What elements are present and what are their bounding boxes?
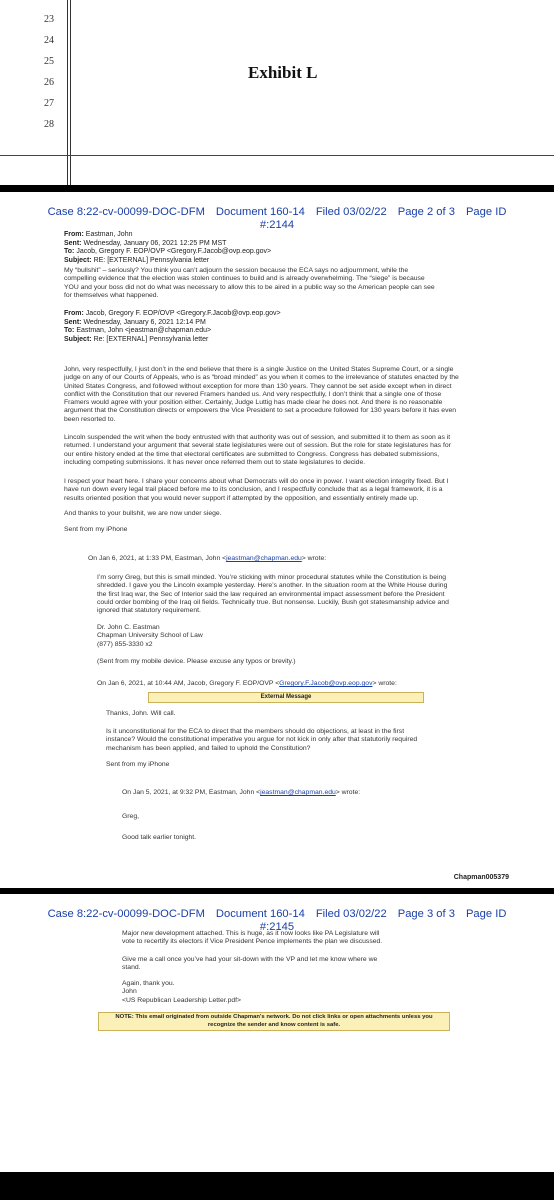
case-number: Case 8:22-cv-00099-DOC-DFM <box>47 206 205 218</box>
signature-block: Dr. John C. Eastman Chapman University School of Law (877) 855-3330 x2 <box>97 624 203 648</box>
email-link[interactable]: jeastman@chapman.edu <box>260 789 336 796</box>
line-number: 26 <box>44 77 54 88</box>
document-number: Document 160-14 <box>215 908 305 920</box>
quote-body: Thanks, John. Will call. <box>106 710 176 717</box>
email-signoff: Sent from my iPhone <box>64 526 128 533</box>
page-id-label: Page ID <box>465 908 507 920</box>
quote-body: Good talk earlier tonight. <box>122 834 197 841</box>
quote-body: Is it unconstitutional for the ECA to direct that the members should do objections, at least in the first instance? Would the constitutional imperative you argue for not kick in only after that statutorily required mechanism has been applied, and failed to uphold the Constitution? <box>106 728 418 752</box>
margin-rule <box>70 0 71 185</box>
page-id-number: #:2144 <box>259 219 295 231</box>
quote-body: I’m sorry Greg, but this is small minded. You’re sticking with minor procedural statutes while the Constitution is being shredded. I gave you the Lincoln example yesterday. Here’s another. In the situation room at the White House during the first Iraq war, the Sec of Interior said the law required an environmental impact assessment before the President could order bombing of the Iraq oil fields. Technically true. But nonsense. Luckily, Bush got statesmanship advice and ignored that statutory requirement. <box>97 574 449 615</box>
filed-date: Filed 03/02/22 <box>315 206 387 218</box>
document-number: Document 160-14 <box>215 206 305 218</box>
page-count: Page 3 of 3 <box>397 908 455 920</box>
email-body: John, very respectfully, I just don’t in the end believe that there is a single Justice on the United States Supreme Court, or a single judge on any of our Courts of Appeals, who is as “broad minded” as you when it comes to the irrelevance of statutes enacted by the United States Congress, and followed without exception for more than 130 years. They cannot be set aside except when in direct conflict with the Constitution that our revered Framers handed us. And very respectfully, I don’t think that a single one of those Framers would agree with your position either. Certainly, Judge Luttig has made clear he does not. And there is no reasonable argument that the Constitution directs or empowers the Vice President to set a procedure followed for 130 years before it has even been resorted to. <box>64 366 459 423</box>
bates-number: Chapman005379 <box>453 874 509 881</box>
page-id-label: Page ID <box>465 206 507 218</box>
line-number: 27 <box>44 98 54 109</box>
email-from: Eastman, John <box>85 231 133 238</box>
quote-intro: On Jan 5, 2021, at 9:32 PM, Eastman, John <jeastman@chapman.edu> wrote: <box>122 789 361 796</box>
email-body: I respect your heart here. I share your concerns about what Democrats will do once in power. I want election integrity fixed. But I have run down every legal trail placed before me to its conclusion, and I respectfully conclude that as a legal framework, it is a results oriented position that you would never support if attempted by the opposition, and essentially entirely made up. <box>64 478 449 502</box>
email-sent: Wednesday, January 6, 2021 12:14 PM <box>83 318 206 326</box>
quote-intro: On Jan 6, 2021, at 10:44 AM, Jacob, Gregory F. EOP/OVP <Gregory.F.Jacob@ovp.eop.gov> wrote: <box>97 680 397 687</box>
email-body: Give me a call once you’ve had your sit-down with the VP and let me know where we stand. <box>122 956 378 972</box>
filed-date: Filed 03/02/22 <box>315 908 387 920</box>
email-sent: Wednesday, January 06, 2021 12:25 PM MST <box>83 239 227 247</box>
external-email-warning: NOTE: This email originated from outside Chapman's network. Do not click links or open attachments unless you recognize the sender and know content is safe. <box>98 1012 450 1031</box>
line-number: 23 <box>44 14 54 25</box>
email-header: From: Eastman, John Sent: Wednesday, January 06, 2021 12:25 PM MST To: Jacob, Gregory F. EOP/OVP <Gregory.F.Jacob@ovp.eop.gov> Subject: RE: [EXTERNAL] Pennsylvania letter <box>64 231 272 264</box>
external-message-banner: External Message <box>148 692 424 703</box>
case-number: Case 8:22-cv-00099-DOC-DFM <box>47 908 205 920</box>
quote-intro: On Jan 6, 2021, at 1:33 PM, Eastman, John <jeastman@chapman.edu> wrote: <box>88 555 327 562</box>
email-to: Jacob, Gregory F. EOP/OVP <Gregory.F.Jacob@ovp.eop.gov> <box>76 248 272 256</box>
email-subject: RE: [EXTERNAL] Pennsylvania letter <box>93 256 210 264</box>
email-body: And thanks to your bullshit, we are now under siege. <box>64 510 222 517</box>
email-body: My “bullshit” – seriously? You think you can’t adjourn the session because the ECA says no adjournment, while the compelling evidence that the election was stolen continues to build and is already overwhelming. The “siege” is because YOU and your boss did not do what was necessary to allow this to be aired in a public way so the American people can see for themselves what happened. <box>64 267 435 299</box>
case-header <box>0 206 554 232</box>
page-id-number: #:2145 <box>259 921 295 933</box>
line-number: 28 <box>44 119 54 130</box>
email-body: Lincoln suspended the writ when the body entrusted with that authority was out of session, and submitted it to them as soon as it returned. I understand your argument that several state legislatures were out of session. But the role for state legislatures has for our entire history ended at the time that electoral certificates are submitted to Congress. Congress has debated submissions, including competing submissions. It has never once referred them out to state legislatures to decide. <box>64 434 451 466</box>
email-from: Jacob, Gregory F. EOP/OVP <Gregory.F.Jacob@ovp.eop.gov> <box>85 310 281 317</box>
page-count: Page 2 of 3 <box>397 206 455 218</box>
email-signoff: Sent from my iPhone <box>106 761 170 768</box>
quote-greeting: Greg, <box>122 813 139 820</box>
page-rule <box>0 155 554 156</box>
email-header: From: Jacob, Gregory F. EOP/OVP <Gregory.F.Jacob@ovp.eop.gov> Sent: Wednesday, January 6, 2021 12:14 PM To: Eastman, John <jeastman@chapman.edu> Subject: Re: [EXTERNAL] Pennsylvania letter <box>64 310 281 343</box>
line-number: 24 <box>44 35 54 46</box>
email-link[interactable]: Gregory.F.Jacob@ovp.eop.gov <box>279 680 373 687</box>
document-page-2 <box>0 192 554 888</box>
line-number: 25 <box>44 56 54 67</box>
document-page-3 <box>0 894 554 1172</box>
margin-rule <box>67 0 68 185</box>
device-note: (Sent from my mobile device. Please excuse any typos or brevity.) <box>97 658 296 665</box>
email-closing: Again, thank you. John <US Republican Leadership Letter.pdf> <box>122 980 242 1004</box>
email-subject: Re: [EXTERNAL] Pennsylvania letter <box>93 335 209 343</box>
exhibit-cover-page <box>0 0 554 185</box>
email-link[interactable]: jeastman@chapman.edu <box>226 555 302 562</box>
attachment-name[interactable]: <US Republican Leadership Letter.pdf> <box>122 996 242 1004</box>
email-to: Eastman, John <jeastman@chapman.edu> <box>76 327 212 335</box>
exhibit-title: Exhibit L <box>248 63 318 82</box>
email-body: Major new development attached. This is huge, as it now looks like PA Legislature will vote to recertify its electors if Vice President Pence implements the plan we discussed. <box>122 930 383 946</box>
